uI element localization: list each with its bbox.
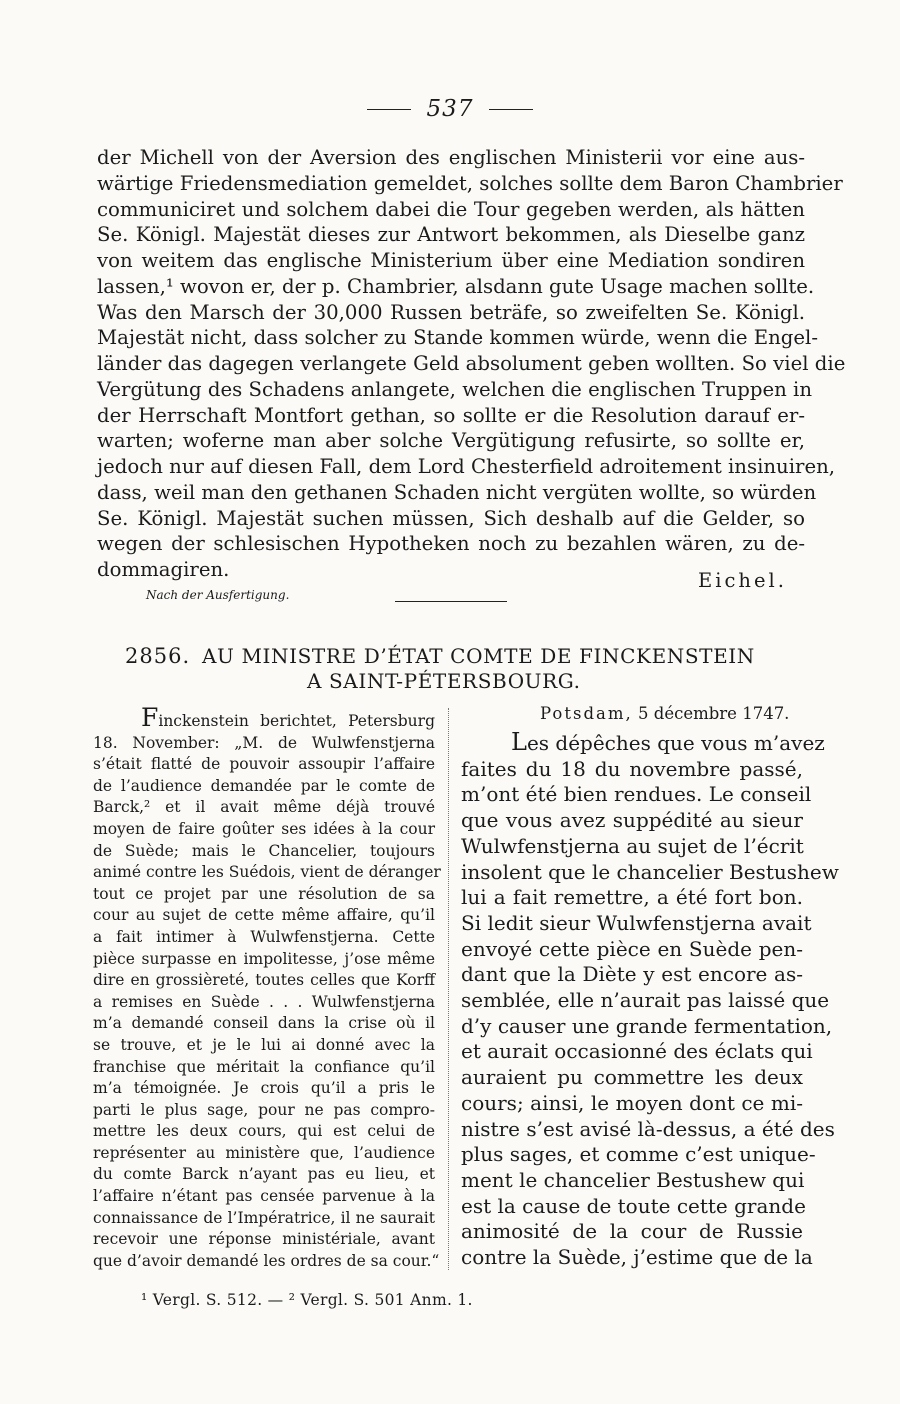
text-line: animé contre les Suédois, vient de déranger <box>93 863 441 882</box>
text-line: Se. Königl. Majestät suchen müssen, Sich deshalb auf die Gelder, so <box>97 506 805 530</box>
text-line: s’était flatté de pouvoir assoupir l’affaire <box>93 755 435 774</box>
text-line: a remises en Suède . . . Wulwfenstjerna <box>93 992 435 1011</box>
text-line: m’a témoignée. Je crois qu’il a pris le <box>93 1079 435 1098</box>
text-line: länder das dagegen verlangete Geld absolument geben wollten. So viel die <box>97 352 846 375</box>
text-line: jedoch nur auf diesen Fall, dem Lord Chesterfield adroitement insinuiren, <box>97 455 836 478</box>
header-rule-left <box>367 109 411 110</box>
text-line: von weitem das englische Ministerium über eine Mediation sondiren <box>97 249 805 272</box>
text-line: Si ledit sieur Wulwfenstjerna avait <box>461 910 812 935</box>
text-line: warten; woferne man aber solche Vergütigung refusirte, so sollte er, <box>97 429 805 453</box>
text-line: se trouve, et je le lui ai donné avec la <box>93 1035 435 1054</box>
text-line: franchise que méritait la confiance qu’il <box>93 1057 435 1076</box>
text-line: représenter au ministère que, l’audience <box>93 1143 435 1162</box>
text-line: et aurait occasionné des éclats qui <box>461 1039 813 1064</box>
place: Potsdam, <box>540 704 633 723</box>
text-line: que d’avoir demandé les ordres de sa cour.“ <box>93 1251 440 1270</box>
source-note: Nach der Ausfertigung. <box>146 588 290 602</box>
text-line: auraient pu commettre les deux <box>461 1065 803 1090</box>
document-title-line2: A SAINT-PÉTERSBOURG. <box>307 669 581 693</box>
text-line: nistre s’est avisé là-dessus, a été des <box>461 1116 835 1141</box>
text-line: a fait intimer à Wulwfenstjerna. Cette <box>93 927 435 946</box>
text-line: Finckenstein berichtet, Petersburg <box>141 703 435 732</box>
text-line: Vergütung des Schadens anlangete, welchen die englischen Truppen in <box>97 377 813 401</box>
drop-cap: F <box>141 703 159 732</box>
text-line: que vous avez suppédité au sieur <box>461 808 803 833</box>
text-line: wärtige Friedensmediation gemeldet, solches sollte dem Baron Chambrier <box>97 171 843 195</box>
text-line: animosité de la cour de Russie <box>461 1219 803 1244</box>
text-line: der Michell von der Aversion des englischen Ministerii vor eine aus- <box>97 146 805 169</box>
text-line: Les dépêches que vous m’avez <box>511 728 825 756</box>
text-line: Barck,² et il avait même déjà trouvé <box>93 798 435 817</box>
text-line: tout ce projet par une résolution de sa <box>93 884 435 903</box>
text-line: semblée, elle n’aurait pas laissé que <box>461 988 830 1013</box>
place-date-line <box>540 704 789 723</box>
text-line: ment le chancelier Bestushew qui <box>461 1167 805 1192</box>
text-line: communiciret und solchem dabei die Tour gegeben werden, als hätten <box>97 197 805 221</box>
text-line: envoyé cette pièce en Suède pen- <box>461 936 803 961</box>
text-line: Wulwfenstjerna au sujet de l’écrit <box>461 833 804 858</box>
text-line: l’affaire n’étant pas censée parvenue à la <box>93 1187 435 1206</box>
text-line: de Suède; mais le Chancelier, toujours <box>93 841 435 860</box>
date: 5 décembre 1747. <box>638 704 790 723</box>
text-line: faites du 18 du novembre passé, <box>461 756 803 781</box>
text-line: est la cause de toute cette grande <box>461 1193 806 1218</box>
text-line: wegen der schlesischen Hypotheken noch zu bezahlen wären, zu de- <box>97 532 805 556</box>
text-line: plus sages, et comme c’est unique- <box>461 1142 816 1167</box>
closing-word: dommagiren. <box>97 558 230 581</box>
text-line: Majestät nicht, dass solcher zu Stande kommen würde, wenn die Engel- <box>97 326 819 350</box>
letter-column <box>461 728 839 1271</box>
text-line: du comte Barck n’ayant pas eu lieu, et <box>93 1165 435 1184</box>
text-line: m’a demandé conseil dans la crise où il <box>93 1014 435 1033</box>
text-line: der Herrschaft Montfort gethan, so sollte er die Resolution darauf er- <box>97 403 805 427</box>
text-line: 18. November: „M. de Wulwfenstjerna <box>93 733 435 752</box>
report-summary-column <box>93 703 441 1272</box>
text-line: contre la Suède, j’estime que de la <box>461 1245 813 1270</box>
text-line: Was den Marsch der 30,000 Russen beträfe, so zweifelten Se. Königl. <box>97 300 805 324</box>
text-line: mettre les deux cours, qui est celui de <box>93 1122 435 1141</box>
text-line: Se. Königl. Majestät dieses zur Antwort bekommen, als Dieselbe ganz <box>97 223 805 247</box>
text-line: m’ont été bien rendues. Le conseil <box>461 782 812 807</box>
letter-body-continued <box>97 145 846 557</box>
text-line: connaissance de l’Impératrice, il ne saurait <box>93 1208 435 1227</box>
document-title-line1: AU MINISTRE D’ÉTAT COMTE DE FINCKENSTEIN <box>202 644 755 668</box>
text-line: d’y causer une grande fermentation, <box>461 1013 833 1038</box>
document-number: 2856. <box>125 644 191 668</box>
text-line: insolent que le chancelier Bestushew <box>461 859 839 884</box>
text-line: de l’audience demandée par le comte de <box>93 776 435 795</box>
signature: Eichel. <box>698 569 787 592</box>
text-line: dant que la Diète y est encore as- <box>461 962 803 987</box>
page-header <box>0 96 900 122</box>
header-rule-right <box>489 109 533 110</box>
text-line: cour au sujet de cette même affaire, qu’il <box>93 906 435 925</box>
page-number: 537 <box>426 96 474 122</box>
text-line: dire en grossièreté, toutes celles que Korff <box>93 971 435 990</box>
footnotes: ¹ Vergl. S. 512. — ² Vergl. S. 501 Anm. 1. <box>141 1291 473 1309</box>
section-divider <box>395 601 507 602</box>
initial-letter: L <box>511 728 527 756</box>
text-line: recevoir une réponse ministériale, avant <box>93 1230 435 1249</box>
text-line: moyen de faire goûter ses idées à la cour <box>93 819 435 838</box>
text-line: parti le plus sage, pour ne pas compro- <box>93 1100 435 1119</box>
text-line: pièce surpasse en impolitesse, j’ose même <box>93 949 435 968</box>
text-line: cours; ainsi, le moyen dont ce mi- <box>461 1090 803 1115</box>
text-line: dass, weil man den gethanen Schaden nicht vergüten wollte, so würden <box>97 480 817 504</box>
text-line: lui a fait remettre, a été fort bon. <box>461 885 803 910</box>
text-line: lassen,¹ wovon er, der p. Chambrier, alsdann gute Usage machen sollte. <box>97 274 815 298</box>
column-divider <box>448 708 449 1270</box>
